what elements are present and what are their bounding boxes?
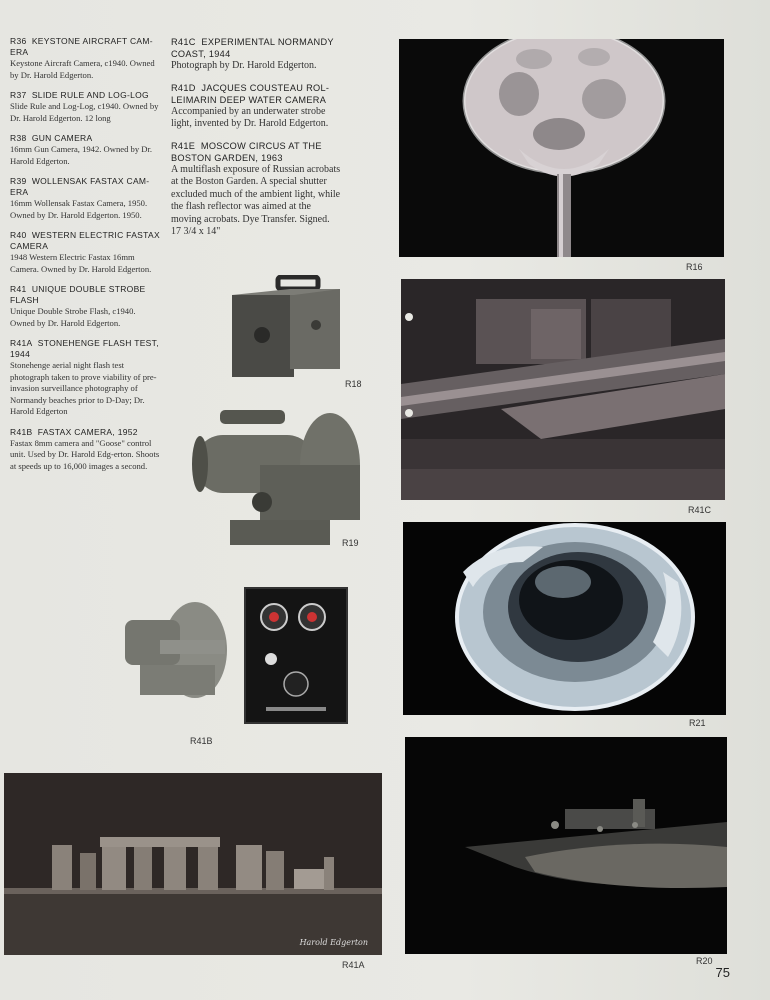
entry-r41d [171, 82, 341, 131]
photo-r20-night-scene [405, 737, 727, 954]
lot-code: R39 [10, 176, 27, 186]
lot-description: Accompanied by an underwater strobe light, invented by Dr. Harold Edgerton. [171, 105, 329, 129]
lot-title: UNIQUE DOUBLE STROBE FLASH [10, 284, 146, 305]
caption-r41b: R41B [190, 736, 213, 746]
lot-title: STONEHENGE FLASH TEST, 1944 [10, 338, 159, 359]
camera-image [230, 275, 345, 385]
caption-r16: R16 [686, 262, 703, 272]
object-r41b-fastax-camera [115, 600, 230, 705]
lot-description: 1948 Western Electric Fastax 16mm Camera. Owned by Dr. Harold Edgerton. [10, 252, 152, 274]
entry-heading [10, 176, 160, 198]
photo-r41a-stonehenge [4, 773, 382, 955]
entry-heading [10, 284, 160, 306]
entry-heading [10, 230, 160, 252]
entry-r36 [10, 36, 160, 81]
entry-r41b [10, 427, 160, 473]
explosion-image [399, 39, 724, 257]
entry-heading [10, 90, 160, 101]
entry-r38 [10, 133, 160, 167]
entry-r37 [10, 90, 160, 124]
aerial-image [401, 279, 725, 500]
entry-heading [171, 140, 341, 164]
caption-r21: R21 [689, 718, 706, 728]
entry-heading [171, 36, 341, 60]
fastax-8mm-image [115, 600, 230, 705]
lot-description: Photograph by Dr. Harold Edgerton. [171, 60, 317, 71]
lot-code: R41D [171, 82, 196, 93]
lot-code: R41A [10, 338, 33, 348]
entry-heading [10, 133, 160, 144]
lot-description: Slide Rule and Log-Log, c1940. Owned by Dr. Harold Edgerton. 12 long [10, 101, 159, 123]
night-scene-image [405, 737, 727, 954]
lot-code: R36 [10, 36, 27, 46]
control-unit-image [246, 589, 346, 722]
object-r41b-control-unit [244, 587, 348, 724]
page-number: 75 [715, 965, 730, 980]
stonehenge-image [4, 773, 382, 955]
photo-r16-explosion [399, 39, 724, 257]
lot-code: R41 [10, 284, 27, 294]
photo-r21 [403, 522, 726, 715]
lot-description: Fastax 8mm camera and "Goose" control unit. Used by Dr. Harold Edg-erton. Shoots at speeds up to 16,000 images a second. [10, 437, 160, 471]
lot-title: GUN CAMERA [31, 133, 93, 143]
lot-title: MOSCOW CIRCUS AT THE BOSTON GARDEN, 1963 [171, 140, 322, 163]
lot-description: 16mm Gun Camera, 1942. Owned by Dr. Harold Edgerton. [10, 144, 153, 166]
entry-r39 [10, 176, 160, 221]
lot-code: R40 [10, 230, 27, 240]
lot-title: SLIDE RULE AND LOG-LOG [31, 90, 149, 100]
lot-title: KEYSTONE AIRCRAFT CAM-ERA [10, 36, 153, 57]
left-text-column [10, 36, 160, 481]
entry-r41a [10, 338, 160, 418]
lot-title: EXPERIMENTAL NORMANDY COAST, 1944 [171, 37, 334, 59]
caption-r20: R20 [696, 956, 713, 966]
lot-code: R41B [10, 426, 33, 437]
fastax-camera-image [190, 405, 370, 555]
lot-title: FASTAX CAMERA, 1952 [37, 426, 138, 437]
middle-text-column [171, 36, 341, 248]
lot-description: Unique Double Strobe Flash, c1940. Owned by Dr. Harold Edgerton. [10, 306, 136, 328]
entry-heading [10, 338, 160, 360]
entry-heading [10, 427, 160, 438]
lot-title: WOLLENSAK FASTAX CAM-ERA [10, 176, 150, 197]
lot-description: 16mm Wollensak Fastax Camera, 1950. Owned by Dr. Harold Edgerton. 1950. [10, 198, 148, 220]
entry-heading [10, 36, 160, 58]
caption-r18: R18 [345, 379, 362, 389]
caption-r41a: R41A [342, 960, 365, 970]
entry-r41e [171, 140, 341, 239]
lot-description: Stonehenge aerial night flash test photograph taken to prove viability of pre-invasion surveillance photography of Normandy beaches prior to D-Day; Dr. Harold Edgerton [10, 360, 157, 416]
lot-code: R41C [171, 37, 196, 47]
entry-r40 [10, 230, 160, 275]
lot-title: JACQUES COUSTEAU ROL-LEIMARIN DEEP WATER CAMERA [171, 82, 330, 105]
entry-r41 [10, 284, 160, 329]
photographer-signature: Harold Edgerton [299, 938, 368, 947]
object-r18-camera [230, 275, 345, 385]
entry-r41c [171, 36, 341, 73]
lot-code: R37 [10, 90, 27, 100]
caption-r41c: R41C [688, 505, 712, 515]
lot-title: WESTERN ELECTRIC FASTAX CAMERA [10, 230, 160, 251]
lot-description: Keystone Aircraft Camera, c1940. Owned by Dr. Harold Edgerton. [10, 58, 155, 80]
caption-r19: R19 [342, 538, 359, 548]
lot-description: A multiflash exposure of Russian acrobats at the Boston Garden. A special shutter excluded much of the ambient light, while the flash reflector was aimed at the moving acrobats. Dye Transfer. Signed. 17 3/4 x 14" [171, 163, 341, 237]
photo-r41c-normandy-coast [401, 279, 725, 500]
object-r19-camera [190, 405, 370, 555]
lot-code: R41E [171, 140, 196, 151]
entry-heading [171, 82, 341, 106]
lot-code: R38 [10, 133, 27, 143]
r21-image [403, 522, 726, 715]
